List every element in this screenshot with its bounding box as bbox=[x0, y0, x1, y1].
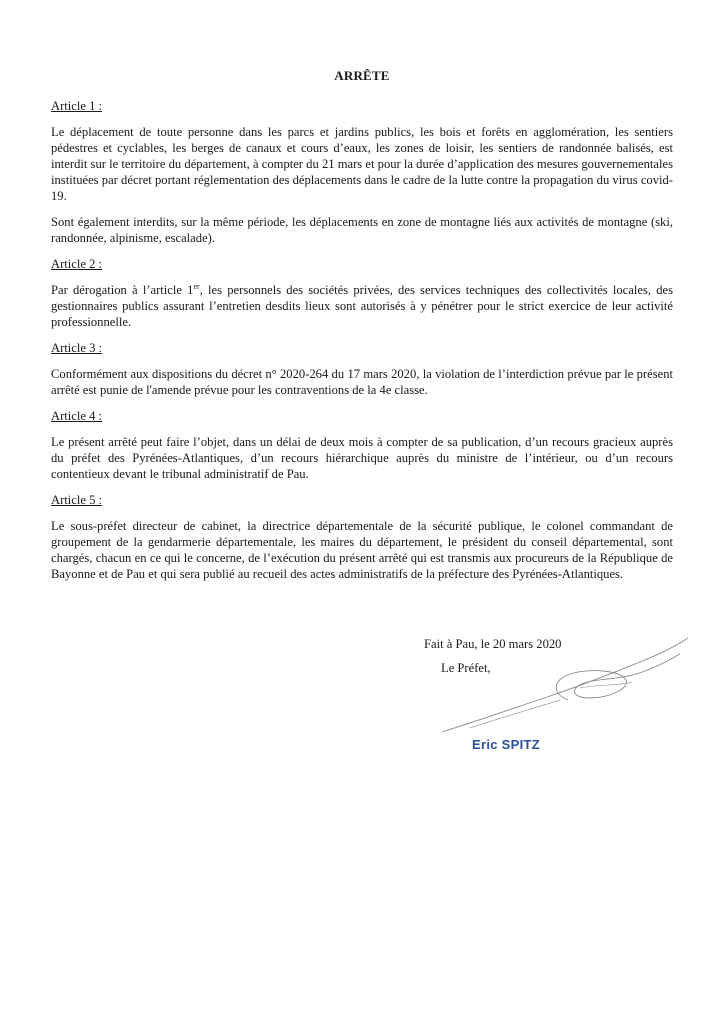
article-2-paragraph bbox=[51, 282, 673, 330]
article-2-heading: Article 2 : bbox=[51, 257, 103, 271]
article-2-text-end: , les personnels des sociétés privées, des services techniques des collectivités locales, des gestionnaires publics assurant l’entretien desdits lieux sont autorisés à y pénétrer pour le strict exercice de leur activité professionnelle. bbox=[51, 283, 673, 329]
article-1-paragraph-1: Le déplacement de toute personne dans les parcs et jardins publics, les bois et forêts en agglomération, les sentiers pédestres et cyclables, les berges de canaux et cours d’eaux, les zones de loisir, les sentiers de randonnée balisés, est interdit sur le territoire du département, à compter du 21 mars et pour la durée d’application des mesures gouvernementales instituées par décret portant réglementation des déplacements dans le cadre de la lutte contre la propagation du virus covid-19. bbox=[51, 125, 673, 203]
article-5-heading: Article 5 : bbox=[51, 493, 103, 507]
article-3-heading: Article 3 : bbox=[51, 341, 103, 355]
article-3-paragraph: Conformément aux dispositions du décret n° 2020-264 du 17 mars 2020, la violation de l’interdiction prévue par le présent arrêté est punie de l'amende prévue pour les contraventions de la 4e classe. bbox=[51, 367, 673, 397]
handwritten-signature bbox=[440, 628, 690, 738]
article-1-heading: Article 1 : bbox=[51, 99, 103, 113]
place-date: Fait à Pau, le 20 mars 2020 bbox=[424, 637, 562, 651]
article-2-text-start: Par dérogation à l’article 1 bbox=[51, 283, 194, 297]
article-2-superscript: er bbox=[193, 281, 200, 291]
article-1-paragraph-2: Sont également interdits, sur la même période, les déplacements en zone de montagne liés aux activités de montagne (ski, randonnée, alpinisme, escalade). bbox=[51, 215, 673, 245]
document-body bbox=[51, 98, 673, 590]
article-4-heading: Article 4 : bbox=[51, 409, 103, 423]
article-5-paragraph: Le sous-préfet directeur de cabinet, la directrice départementale de la sécurité publique, le colonel commandant de groupement de la gendarmerie départementale, les maires du département, le président du conseil départemental, sont chargés, chacun en ce qui le concerne, de l’exécution du présent arrêté qui est transmis aux procureurs de la République de Bayonne et de Pau et qui sera publié au recueil des actes administratifs de la préfecture des Pyrénées-Atlantiques. bbox=[51, 519, 673, 581]
article-4-paragraph: Le présent arrêté peut faire l’objet, dans un délai de deux mois à compter de sa publication, d’un recours gracieux auprès du préfet des Pyrénées-Atlantiques, d’un recours hiérarchique auprès du ministre de l’intérieur, ou d’un recours contentieux devant le tribunal administratif de Pau. bbox=[51, 435, 673, 481]
signatory-role: Le Préfet, bbox=[441, 661, 491, 675]
signatory-name: Eric SPITZ bbox=[472, 737, 541, 752]
document-title: ARRÊTE bbox=[334, 68, 390, 83]
